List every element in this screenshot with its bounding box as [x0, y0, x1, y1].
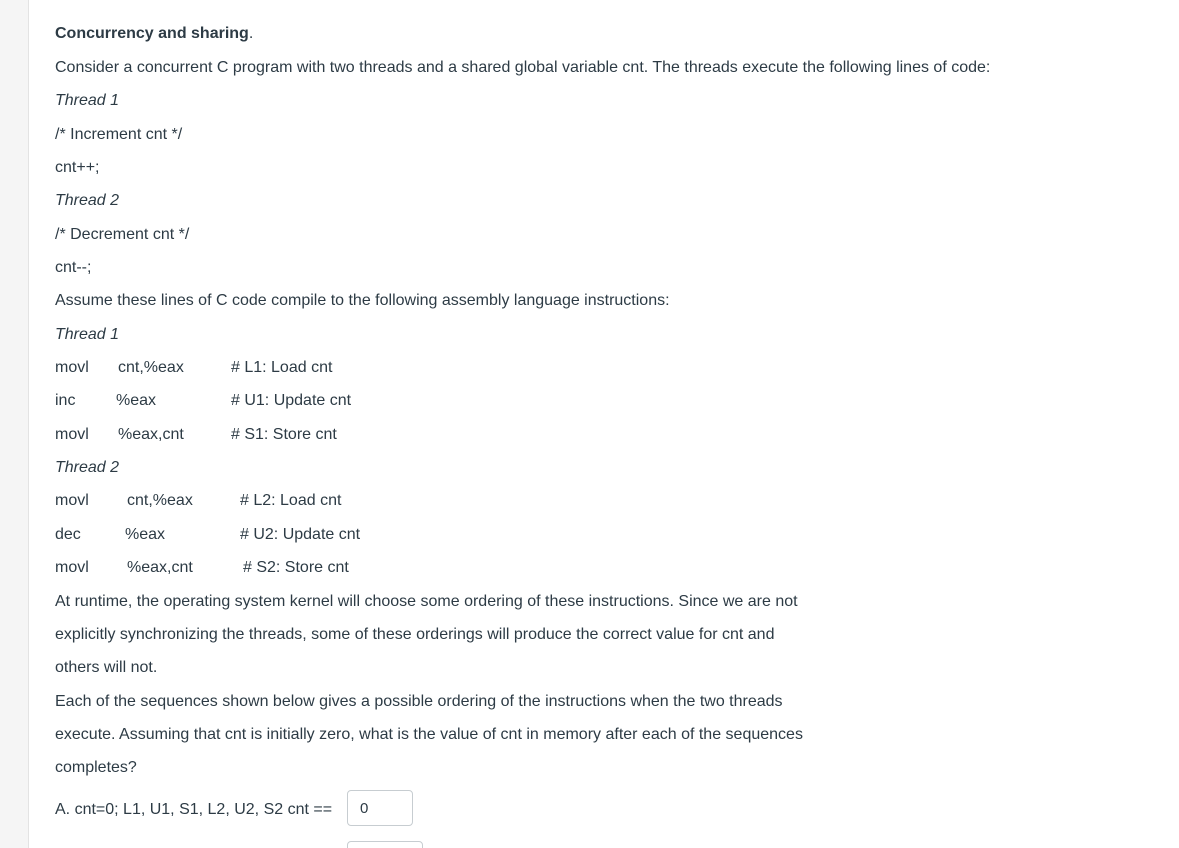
asm-comment: # S2: Store cnt [243, 559, 349, 576]
answer-a-label: A. cnt=0; L1, U1, S1, L2, U2, S2 cnt == [55, 801, 333, 818]
asm-op: dec [55, 526, 81, 543]
thread1-comment: /* Increment cnt */ [55, 126, 183, 143]
thread2-code: cnt--; [55, 259, 92, 276]
asm-comment: # U2: Update cnt [240, 526, 361, 543]
runtime-text-2: explicitly synchronizing the threads, some of these orderings will produce the correct value for cnt and [55, 626, 775, 643]
asm-op: movl [55, 359, 89, 376]
asm-row [55, 525, 455, 545]
asm-thread2-label: Thread 2 [55, 459, 120, 476]
thread1-label: Thread 1 [55, 92, 120, 109]
intro-text: Consider a concurrent C program with two threads and a shared global variable cnt. The threads execute the following lines of code: [55, 59, 991, 76]
thread2-comment: /* Decrement cnt */ [55, 226, 190, 243]
asm-comment: # L1: Load cnt [231, 359, 333, 376]
asm-row [55, 491, 455, 511]
asm-op: movl [55, 426, 89, 443]
sequence-text-2: execute. Assuming that cnt is initially zero, what is the value of cnt in memory after each of the sequences [55, 726, 803, 743]
asm-row [55, 358, 455, 378]
asm-op: movl [55, 559, 89, 576]
asm-op: inc [55, 392, 76, 409]
answer-a-input[interactable] [347, 790, 413, 826]
asm-arg: %eax,cnt [127, 559, 193, 576]
asm-arg: cnt,%eax [118, 359, 184, 376]
answer-b-input[interactable] [347, 841, 423, 848]
thread2-label: Thread 2 [55, 192, 120, 209]
asm-row [55, 558, 455, 578]
asm-arg: %eax [116, 392, 157, 409]
runtime-text-1: At runtime, the operating system kernel will choose some ordering of these instructions. Since we are not [55, 593, 798, 610]
asm-arg: %eax [125, 526, 166, 543]
asm-comment: # U1: Update cnt [231, 392, 352, 409]
assume-text: Assume these lines of C code compile to the following assembly language instructions: [55, 292, 670, 309]
asm-comment: # S1: Store cnt [231, 426, 337, 443]
left-gutter [0, 0, 29, 848]
runtime-text-3: others will not. [55, 659, 158, 676]
sequence-text-1: Each of the sequences shown below gives a possible ordering of the instructions when the two threads [55, 693, 783, 710]
sequence-text-3: completes? [55, 759, 137, 776]
asm-row [55, 391, 455, 411]
asm-comment: # L2: Load cnt [240, 492, 342, 509]
asm-arg: cnt,%eax [127, 492, 193, 509]
asm-thread1-label: Thread 1 [55, 326, 120, 343]
asm-row [55, 425, 455, 445]
asm-op: movl [55, 492, 89, 509]
question-title: Concurrency and sharing. [55, 25, 254, 42]
asm-arg: %eax,cnt [118, 426, 184, 443]
thread1-code: cnt++; [55, 159, 100, 176]
